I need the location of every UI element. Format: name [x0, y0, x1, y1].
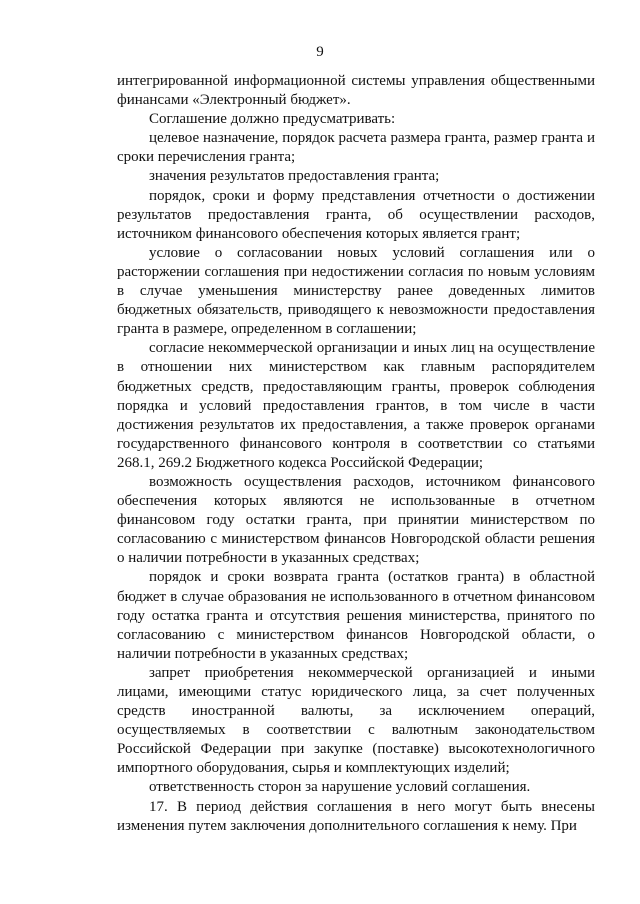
- paragraph-5: порядок, сроки и форму представления отчетности о достижении результатов предоставления гранта, об осуществлении расходов, источником финансового обеспечения которых является грант;: [117, 187, 595, 242]
- paragraph-6: условие о согласовании новых условий соглашения или о расторжении соглашения при недостижении согласия по новым условиям в случае уменьшения министерству ранее доведенных лимитов бюджетных обязательств, приводящего к невозможности предоставления гранта в размере, определенном в соглашении;: [117, 244, 595, 338]
- paragraph-11: ответственность сторон за нарушение условий соглашения.: [149, 779, 531, 796]
- paragraph-2: Соглашение должно предусматривать:: [149, 111, 396, 128]
- paragraph-4: значения результатов предоставления гранта;: [149, 168, 440, 185]
- paragraph-9: порядок и сроки возврата гранта (остатков гранта) в областной бюджет в случае образования не использованного в отчетном финансовом году остатка гранта и отсутствия решения министерства, принятого по согласованию с министерством финансов Новгородской области, о наличии потребности в указанных средствах;: [117, 569, 595, 662]
- paragraph-1: интегрированной информационной системы управления общественными финансами «Электронный бюджет».: [117, 73, 595, 109]
- paragraph-10: запрет приобретения некоммерческой организацией и иными лицами, имеющими статус юридического лица, за счет полученных средств иностранной валюты, за исключением операций, осуществляемых в соответствии с валютным законодательством Российской Федерации при закупке (поставке) высокотехнологичного импортного оборудования, сырья и комплектующих изделий;: [117, 664, 595, 777]
- body-text: [117, 72, 595, 836]
- paragraph-3: целевое назначение, порядок расчета размера гранта, размер гранта и сроки перечисления гранта;: [117, 130, 595, 166]
- paragraph-8: возможность осуществления расходов, источником финансового обеспечения которых являются не использованные в отчетном финансовом году остатки гранта, при принятии министерством по согласованию с министерством финансов Новгородской области решения о наличии потребности в указанных средствах;: [117, 473, 595, 567]
- paragraph-7: согласие некоммерческой организации и иных лиц на осуществление в отношении них министерством как главным распорядителем бюджетных средств, предоставляющим гранты, проверок соблюдения порядка и условий предоставления грантов, в том числе в части достижения результатов их предоставления, а также проверок органами государственного финансового контроля в соответствии со статьями 268.1, 269.2 Бюджетного кодекса Российской Федерации;: [117, 340, 595, 471]
- paragraph-12: 17. В период действия соглашения в него могут быть внесены изменения путем заключения дополнительного соглашения к нему. При: [117, 798, 595, 834]
- page-number: 9: [316, 44, 324, 60]
